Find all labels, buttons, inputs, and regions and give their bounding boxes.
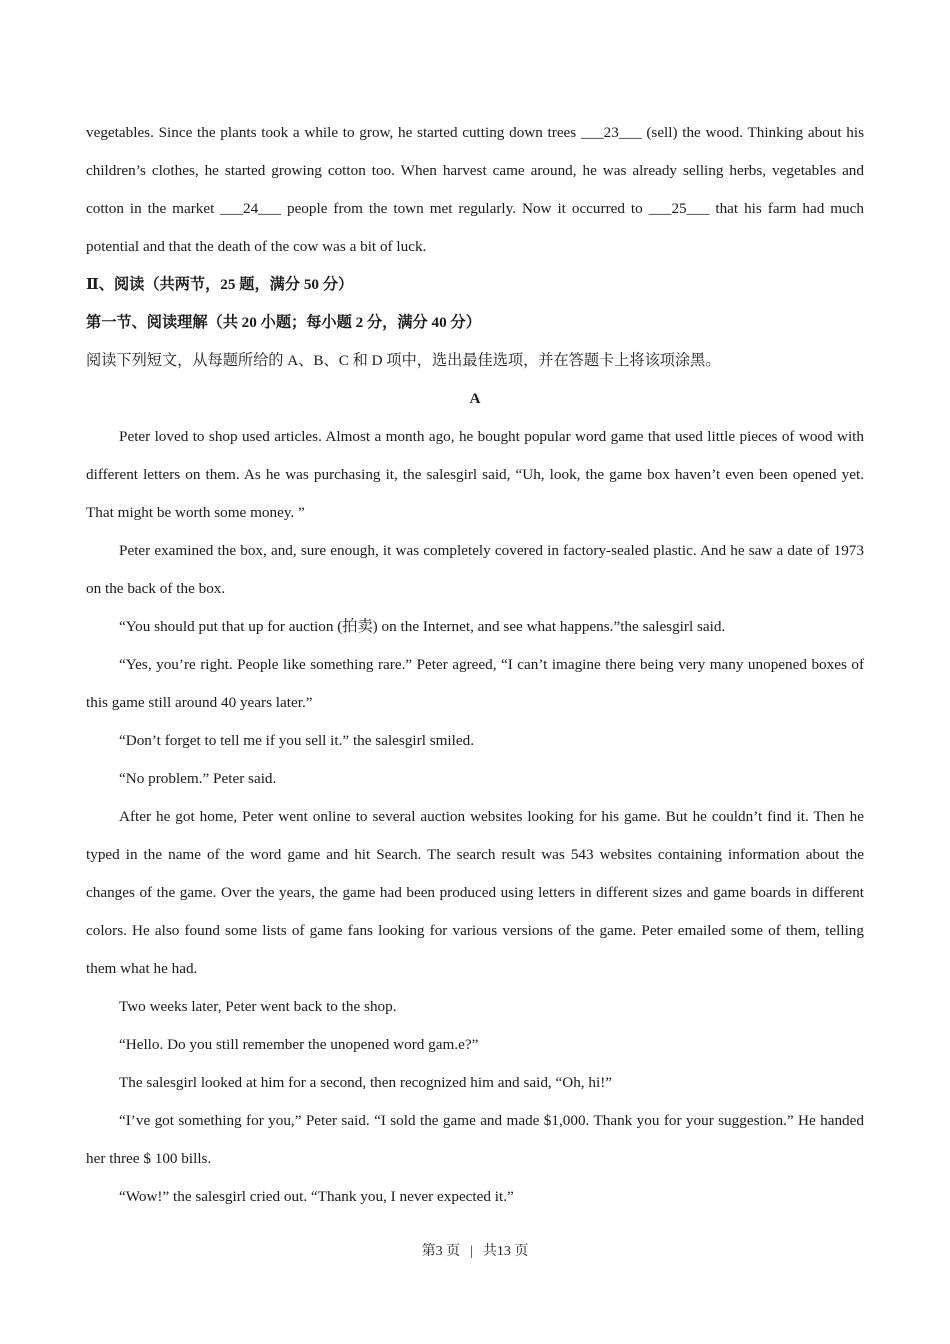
section-heading: Ⅱ、阅读（共两节，25 题，满分 50 分） xyxy=(86,276,354,293)
passage-paragraph: Two weeks later, Peter went back to the shop. xyxy=(119,998,397,1015)
passage-paragraph: “Yes, you’re right. People like something rare.” Peter agreed, “I can’t imagine there being very many unopened boxes of this game still around 40 years later.” xyxy=(86,656,864,711)
page-footer xyxy=(0,1240,950,1260)
passage-paragraph: “Hello. Do you still remember the unopened word gam.e?” xyxy=(119,1036,479,1053)
passage-title: A xyxy=(469,390,481,407)
passage-paragraph: “Don’t forget to tell me if you sell it.” the salesgirl smiled. xyxy=(119,732,475,749)
subsection-heading: 第一节、阅读理解（共 20 小题；每小题 2 分，满分 40 分） xyxy=(86,314,481,331)
passage-paragraph: After he got home, Peter went online to several auction websites looking for his game. But he couldn’t find it. Then he typed in the name of the word game and hit Search. The search result was 543 websites containing information about the changes of the game. Over the years, the game had been produced using letters in different sizes and game boards in different colors. He also found some lists of game fans looking for various versions of the game. Peter emailed some of them, telling them what he had. xyxy=(86,808,864,977)
cloze-passage-tail: vegetables. Since the plants took a while to grow, he started cutting down trees ___23___ (sell) the wood. Thinking about his children’s clothes, he started growing cotton too. When harvest came around, he was already selling herbs, vegetables and cotton in the market ___24___ people from the town met regularly. Now it occurred to ___25___ that his farm had much potential and that the death of the cow was a bit of luck. xyxy=(86,124,864,255)
page-total: 共13 页 xyxy=(482,1244,529,1259)
passage-paragraph: Peter examined the box, and, sure enough, it was completely covered in factory-sealed plastic. And he saw a date of 1973 on the back of the box. xyxy=(86,542,864,597)
passage-paragraph: “I’ve got something for you,” Peter said. “I sold the game and made $1,000. Thank you for your suggestion.” He handed her three $ 100 bills. xyxy=(86,1112,864,1167)
passage-paragraph: “Wow!” the salesgirl cried out. “Thank you, I never expected it.” xyxy=(119,1188,514,1205)
passage-paragraph: “You should put that up for auction (拍卖) on the Internet, and see what happens.”the salesgirl said. xyxy=(119,618,726,635)
passage-paragraph: Peter loved to shop used articles. Almost a month ago, he bought popular word game that used little pieces of wood with different letters on them. As he was purchasing it, the salesgirl said, “Uh, look, the game box haven’t even been opened yet. That might be worth some money. ” xyxy=(86,428,864,521)
instructions: 阅读下列短文，从每题所给的 A、B、C 和 D 项中，选出最佳选项，并在答题卡上将该项涂黑。 xyxy=(86,352,721,369)
passage-paragraph: “No problem.” Peter said. xyxy=(119,770,277,787)
document-body xyxy=(86,114,864,1216)
passage-paragraph: The salesgirl looked at him for a second, then recognized him and said, “Oh, hi!” xyxy=(119,1074,613,1091)
page-number: 第3 页 xyxy=(421,1244,461,1259)
footer-separator: | xyxy=(470,1244,473,1259)
